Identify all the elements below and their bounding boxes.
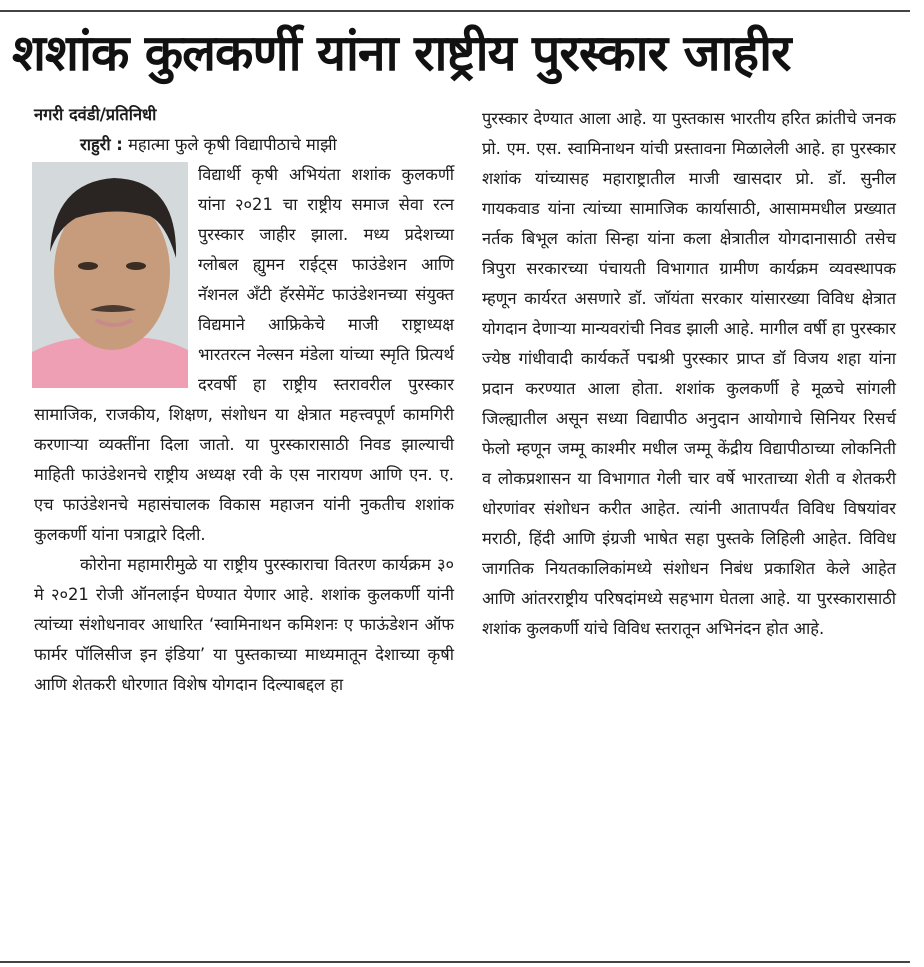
- portrait-photo-icon: [32, 162, 188, 388]
- headline: शशांक कुलकर्णी यांना राष्ट्रीय पुरस्कार जाहीर: [12, 24, 791, 82]
- paragraph-2: कोरोना महामारीमुळे या राष्ट्रीय पुरस्काराचा वितरण कार्यक्रम ३० मे २०21 रोजी ऑनलाईन घेण्यात येणार आहे. शशांक कुलकर्णी यांनी त्यांच्या संशोधनावर आधारित ‘स्वामिनाथन कमिशनः ए फाऊंडेशन ऑफ फार्मर पॉलिसीज इन इंडिया’ या पुस्तकाच्या माध्यमातून देशाच्या कृषी आणि शेतकरी धोरणात विशेष योगदान दिल्याबद्दल हा: [34, 555, 454, 694]
- left-column: [34, 100, 454, 700]
- paragraph-1: [34, 130, 454, 160]
- bottom-rule: [0, 961, 910, 963]
- top-rule: [0, 10, 910, 12]
- right-column: [482, 104, 896, 644]
- byline: नगरी दवंडी/प्रतिनिधी: [34, 105, 157, 124]
- right-paragraph-1: पुरस्कार देण्यात आला आहे. या पुस्तकास भारतीय हरित क्रांतीचे जनक प्रो. एम. एस. स्वामिनाथन यांची प्रस्तावना मिळालेली आहे. हा पुरस्कार शशांक यांच्यासह महाराष्ट्रातील माजी खासदार प्रो. डॉ. सुनील गायकवाड यांना त्यांच्या सामाजिक कार्यासाठी, आसाममधील प्रख्यात नर्तक बिभूल कांता सिन्हा यांना कला क्षेत्रातील योगदानासाठी तसेच त्रिपुरा सरकारच्या पंचायती विभागात ग्रामीण कार्यक्रम व्यवस्थापक म्हणून कार्यरत असणारे डॉ. जॉयंता सरकार यांसारख्या विविध क्षेत्रात योगदान देणाऱ्या मान्यवरांची निवड झाली आहे. मागील वर्षी हा पुरस्कार ज्येष्ठ गांधीवादी कार्यकर्ते पद्मश्री पुरस्कार प्राप्त डॉ विजय शहा यांना प्रदान करण्यात आला होता. शशांक कुलकर्णी हे मूळचे सांगली जिल्ह्यातील असून सध्या विद्यापीठ अनुदान आयोगाचे सिनियर रिसर्च फेलो म्हणून जम्मू काश्मीर मधील जम्मू केंद्रीय विद्यापीठाच्या लोकनिती व लोकप्रशासन या विभागात गेली चार वर्षे भारताच्या शेती व शेतकरी धोरणांवर संशोधन करीत आहेत. त्यांनी आतापर्यंत विविध विषयांवर मराठी, हिंदी आणि इंग्रजी भाषेत सहा पुस्तके लिहिली आहेत. विविध जागतिक नियतकालिकांमध्ये संशोधन निबंध प्रकाशित केले आहेत आणि आंतरराष्ट्रीय परिषदांमध्ये सहभाग घेतला आहे. या पुरस्कारासाठी शशांक कुलकर्णी यांचे विविध स्तरातून अभिनंदन होत आहे.: [482, 109, 896, 638]
- paragraph-1-body: विद्यार्थी कृषी अभियंता शशांक कुलकर्णी यांना २०21 चा राष्ट्रीय समाज सेवा रत्न पुरस्कार जाहीर झाला. मध्य प्रदेशच्या ग्लोबल ह्युमन राईट्स फाउंडेशन आणि नॅशनल अँटी हॅरसेमेंट फाउंडेशनच्या संयुक्त विद्यमाने आफ्रिकेचे माजी राष्ट्राध्यक्ष भारतरत्न नेल्सन मंडेला यांच्या स्मृति प्रित्यर्थ दरवर्षी हा राष्ट्रीय स्तरावरील पुरस्कार सामाजिक, राजकीय, शिक्षण, संशोधन या क्षेत्रात महत्त्वपूर्ण कामगिरी करणाऱ्या व्यक्तींना दिला जातो. या पुरस्कारासाठी निवड झाल्याची माहिती फाउंडेशनचे राष्ट्रीय अध्यक्ष रवी के एस नारायण आणि एन. ए. एच फाउंडेशनचे महासंचालक विकास महाजन यांनी नुकतीच शशांक कुलकर्णी यांना पत्राद्वारे दिली.: [34, 165, 454, 544]
- paragraph-1-intro: महात्मा फुले कृषी विद्यापीठाचे माझी: [122, 135, 337, 154]
- dateline: राहुरी :: [80, 135, 123, 154]
